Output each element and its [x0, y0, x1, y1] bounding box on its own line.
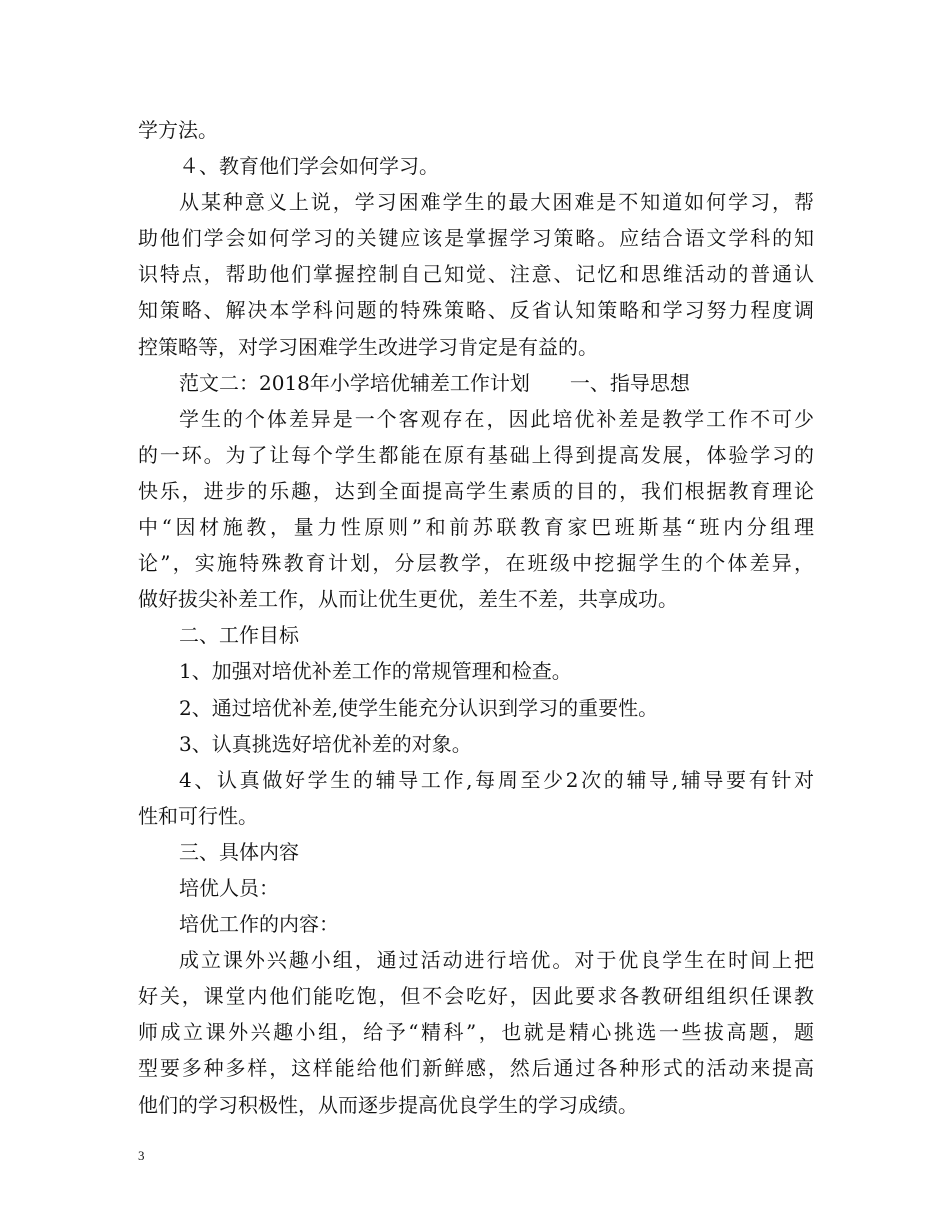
text-line: 好关，课堂内他们能吃饱，但不会吃好，因此要求各教研组组织任课教: [138, 984, 814, 1009]
text-line: 1、加强对培优补差工作的常规管理和检查。: [179, 659, 572, 684]
text-line: 4、认真做好学生的辅导工作,每周至少2次的辅导,辅导要有针对: [179, 767, 814, 792]
text-line: 学方法。: [138, 118, 218, 142]
text-line: 识特点，帮助他们掌握控制自己知觉、注意、记忆和思维活动的普通认: [138, 262, 814, 287]
text-line: 知策略、解决本学科问题的特殊策略、反省认知策略和学习努力程度调: [138, 298, 814, 323]
text-line: 培优工作的内容：: [179, 912, 339, 937]
text-line: 成立课外兴趣小组，通过活动进行培优。对于优良学生在时间上把: [179, 948, 814, 973]
text-line: 的一环。为了让每个学生都能在原有基础上得到提高发展，体验学习的: [138, 442, 814, 467]
text-line: 快乐，进步的乐趣，达到全面提高学生素质的目的，我们根据教育理论: [138, 478, 814, 503]
text-line: 性和可行性。: [138, 803, 258, 828]
text-line: 助他们学会如何学习的关键应该是掌握学习策略。应结合语文学科的知: [138, 226, 814, 251]
text-line: 中“因材施教，量力性原则”和前苏联教育家巴班斯基“班内分组理: [138, 515, 814, 540]
text-line: 3、认真挑选好培优补差的对象。: [179, 731, 472, 756]
text-line: 论”，实施特殊教育计划，分层教学，在班级中挖掘学生的个体差异，: [138, 551, 814, 576]
text-line: 培优人员：: [179, 875, 279, 900]
text-line: 范文二：2018年小学培优辅差工作计划 一、指导思想: [179, 370, 690, 395]
text-line: 控策略等，对学习困难学生改进学习肯定是有益的。: [138, 334, 598, 359]
text-line: 学生的个体差异是一个客观存在，因此培优补差是教学工作不可少: [179, 406, 814, 431]
text-line: 2、通过培优补差,使学生能充分认识到学习的重要性。: [179, 695, 659, 720]
page-number: 3: [138, 1148, 145, 1163]
text-line: 三、具体内容: [179, 839, 299, 864]
text-line: ４、教育他们学会如何学习。: [179, 154, 439, 179]
text-line: 做好拔尖补差工作，从而让优生更优，差生不差，共享成功。: [138, 587, 678, 612]
text-line: 他们的学习积极性，从而逐步提高优良学生的学习成绩。: [138, 1092, 638, 1117]
text-line: 二、工作目标: [179, 623, 299, 648]
body-text: [138, 112, 814, 1123]
text-line: 型要多种多样，这样能给他们新鲜感，然后通过各种形式的活动来提高: [138, 1056, 814, 1081]
text-line: 师成立课外兴趣小组，给予“精科”，也就是精心挑选一些拔高题，题: [138, 1020, 814, 1045]
text-line: 从某种意义上说，学习困难学生的最大困难是不知道如何学习，帮: [179, 190, 814, 215]
